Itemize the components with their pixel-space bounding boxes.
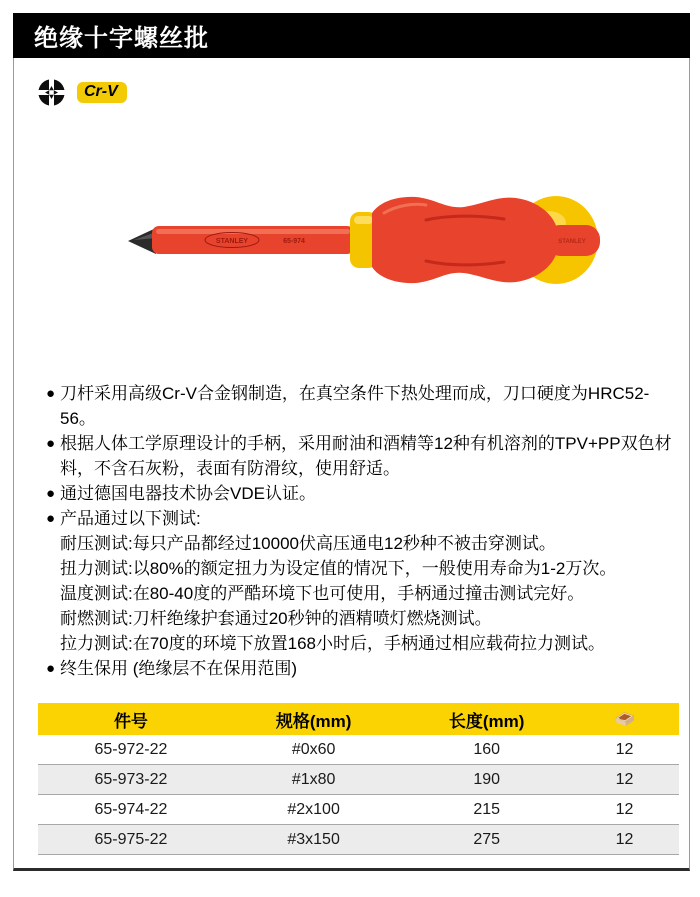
- feature-list: [14, 381, 691, 681]
- bullet-dot: ●: [46, 660, 56, 677]
- catalog-page: [13, 13, 690, 871]
- table-row: [38, 825, 679, 855]
- shaft-brand-text: STANLEY: [215, 238, 249, 245]
- cell-spec: #1x80: [224, 765, 403, 795]
- feature-text: 产品通过以下测试:: [60, 509, 201, 528]
- cell-length: 190: [403, 765, 570, 795]
- table-header-row: [38, 703, 679, 735]
- bullet-dot: ●: [46, 385, 56, 402]
- content-box: [13, 58, 690, 871]
- cell-length: 215: [403, 795, 570, 825]
- cell-pack-qty: 12: [570, 735, 679, 765]
- table-row: [38, 765, 679, 795]
- feature-subline: 扭力测试:以80%的额定扭力为设定值的情况下，一般使用寿命为1-2万次。: [60, 559, 617, 578]
- cell-part-number: 65-973-22: [38, 765, 224, 795]
- feature-text: 通过德国电器技术协会VDE认证。: [60, 484, 316, 503]
- cell-spec: #3x150: [224, 825, 403, 855]
- header-length: 长度(mm): [403, 703, 570, 735]
- carton-icon: [613, 709, 637, 729]
- feature-bullet: [14, 431, 691, 481]
- page-title: 绝缘十字螺丝批: [34, 25, 209, 52]
- shaft-model-text: 65-974: [283, 238, 305, 245]
- bullet-dot: ●: [46, 510, 56, 527]
- handle-brand-text: STANLEY: [558, 239, 586, 245]
- feature-bullet: [14, 656, 691, 681]
- cell-length: 275: [403, 825, 570, 855]
- screwdriver-illustration: [126, 183, 606, 303]
- feature-text: 根据人体工学原理设计的手柄，采用耐油和酒精等12种有机溶剂的TPV+PP双色材料，不含石灰粉，表面有防滑纹，使用舒适。: [60, 434, 672, 478]
- cell-part-number: 65-974-22: [38, 795, 224, 825]
- cell-part-number: 65-972-22: [38, 735, 224, 765]
- cell-pack-qty: 12: [570, 825, 679, 855]
- cell-pack-qty: 12: [570, 765, 679, 795]
- phillips-drive-icon: [38, 79, 65, 106]
- attribute-icons-row: [14, 58, 689, 106]
- feature-subline: 耐压测试:每只产品都经过10000伏高压通电12秒种不被击穿测试。: [60, 534, 556, 553]
- feature-subline: 拉力测试:在70度的环境下放置168小时后，手柄通过相应载荷拉力测试。: [60, 634, 605, 653]
- feature-bullet: [14, 481, 691, 506]
- feature-bullet: [14, 506, 691, 656]
- table-row: [38, 795, 679, 825]
- feature-text: 终生保用 (绝缘层不在保用范围): [60, 659, 298, 678]
- product-image: [126, 183, 606, 303]
- feature-subline: 温度测试:在80-40度的严酷环境下也可使用，手柄通过撞击测试完好。: [60, 584, 585, 603]
- title-bar: [13, 13, 690, 58]
- header-spec: 规格(mm): [224, 703, 403, 735]
- feature-text: 刀杆采用高级Cr-V合金钢制造，在真空条件下热处理而成，刀口硬度为HRC52-56。: [60, 384, 650, 428]
- cell-pack-qty: 12: [570, 795, 679, 825]
- cell-spec: #0x60: [224, 735, 403, 765]
- feature-bullet: [14, 381, 691, 431]
- crv-badge: Cr-V: [77, 82, 127, 103]
- table-row: [38, 735, 679, 765]
- bullet-dot: ●: [46, 435, 56, 452]
- spec-table: [38, 703, 679, 855]
- bullet-dot: ●: [46, 485, 56, 502]
- header-part-number: 件号: [38, 703, 224, 735]
- feature-subline: 耐燃测试:刀杆绝缘护套通过20秒钟的酒精喷灯燃烧测试。: [60, 609, 492, 628]
- cell-spec: #2x100: [224, 795, 403, 825]
- header-pack-qty: [570, 703, 679, 735]
- cell-length: 160: [403, 735, 570, 765]
- cell-part-number: 65-975-22: [38, 825, 224, 855]
